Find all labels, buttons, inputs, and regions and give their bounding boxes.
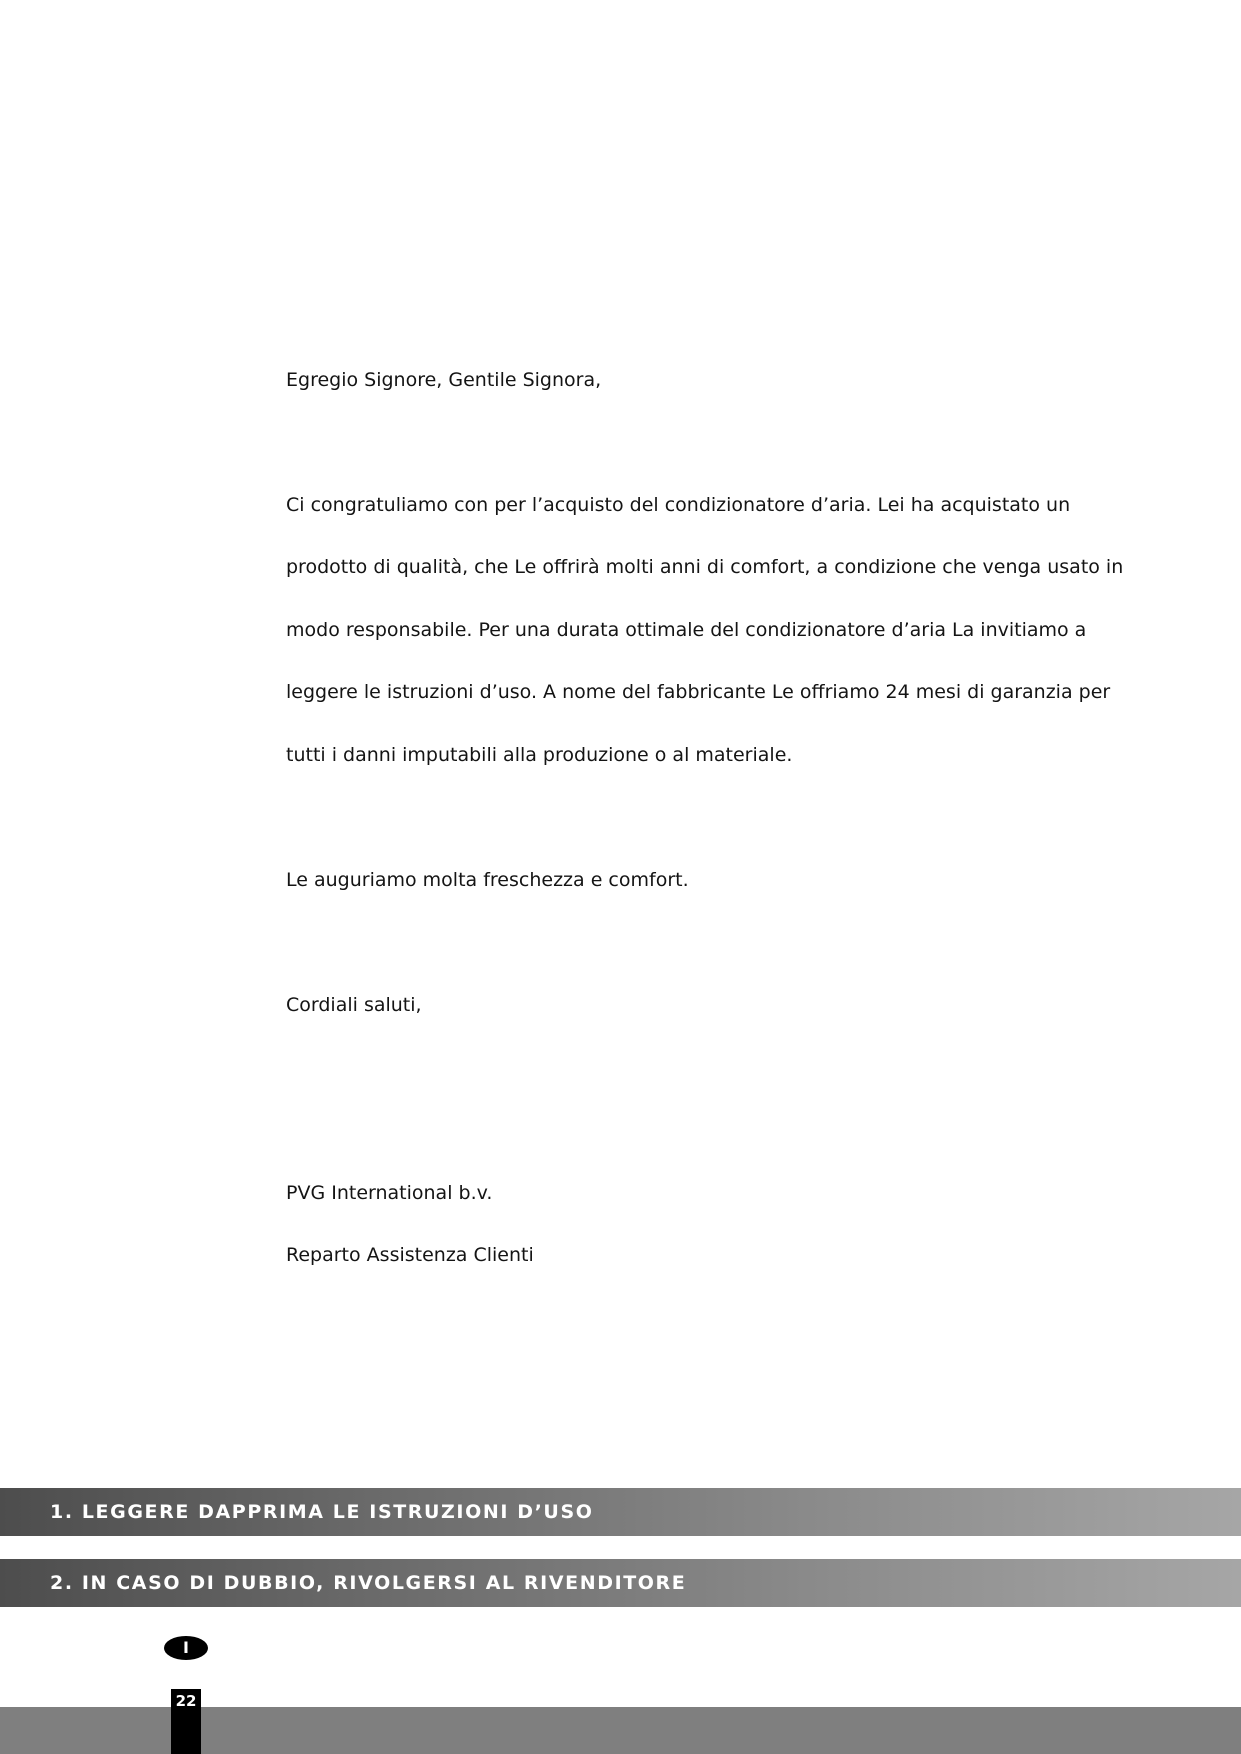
letter-body-line: tutti i danni imputabili alla produzione o al materiale.: [286, 744, 793, 766]
sender-company: PVG International b.v.: [286, 1182, 493, 1204]
letter-body-line: leggere le istruzioni d’uso. A nome del fabbricante Le offriamo 24 mesi di garanzia per: [286, 681, 1111, 703]
language-badge: I: [164, 1636, 208, 1660]
instruction-banner-1: [0, 1488, 1241, 1536]
letter-body-line: modo responsabile. Per una durata ottimale del condizionatore d’aria La invitiamo a: [286, 619, 1087, 641]
page-number-tab: [171, 1689, 201, 1754]
instruction-banner-1-text: 1. LEGGERE DAPPRIMA LE ISTRUZIONI D’USO: [50, 1501, 594, 1523]
letter-greeting: Egregio Signore, Gentile Signora,: [286, 369, 602, 391]
letter-wish: Le auguriamo molta freschezza e comfort.: [286, 869, 689, 891]
instruction-banner-2: [0, 1559, 1241, 1607]
instruction-banner-2-text: 2. IN CASO DI DUBBIO, RIVOLGERSI AL RIVENDITORE: [50, 1572, 687, 1594]
letter-closing: Cordiali saluti,: [286, 994, 422, 1016]
sender-department: Reparto Assistenza Clienti: [286, 1244, 534, 1266]
letter-body-line: prodotto di qualità, che Le offrirà molti anni di comfort, a condizione che venga usato in: [286, 556, 1124, 578]
letter-body-line: Ci congratuliamo con per l’acquisto del condizionatore d’aria. Lei ha acquistato un: [286, 494, 1071, 516]
page-number: 22: [175, 1692, 197, 1710]
